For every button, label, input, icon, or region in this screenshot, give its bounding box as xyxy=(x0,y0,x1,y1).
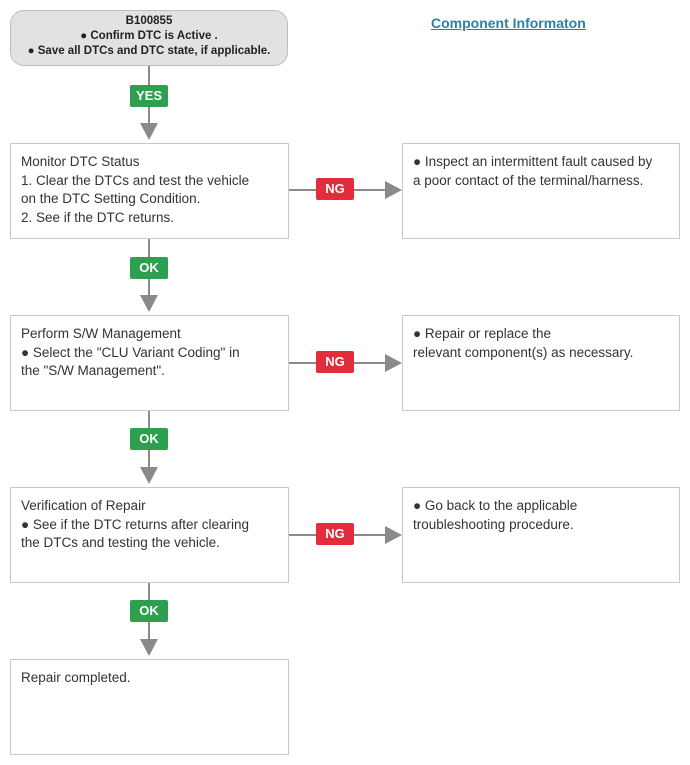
ng-action-text: ● Repair or replace the xyxy=(413,326,551,341)
step-text: Verification of Repair xyxy=(21,498,146,513)
step-text: on the DTC Setting Condition. xyxy=(21,191,201,206)
ng-action-go-back xyxy=(402,487,680,583)
start-line-confirm: ● Confirm DTC is Active . xyxy=(80,30,218,42)
arrow-down xyxy=(140,295,158,312)
ok-badge: OK xyxy=(130,600,168,622)
arrow-right xyxy=(385,526,402,544)
dtc-code: B100855 xyxy=(125,15,173,27)
ng-action-text: relevant component(s) as necessary. xyxy=(413,344,634,360)
step-monitor-dtc-status xyxy=(10,143,289,239)
arrow-down xyxy=(140,123,158,140)
step-text: Perform S/W Management xyxy=(21,326,181,341)
step-text: Repair completed. xyxy=(21,670,131,685)
step-text: the DTCs and testing the vehicle. xyxy=(21,535,220,550)
step-text: the "S/W Management". xyxy=(21,363,165,378)
step-text: Monitor DTC Status xyxy=(21,154,140,169)
step-repair-completed xyxy=(10,659,289,755)
ng-action-inspect-intermittent xyxy=(402,143,680,239)
ng-action-text: ● Inspect an intermittent fault caused by xyxy=(413,154,653,169)
ng-action-repair-replace xyxy=(402,315,680,411)
start-box xyxy=(10,10,288,66)
step-perform-sw-management xyxy=(10,315,289,411)
yes-badge: YES xyxy=(130,85,168,107)
arrow-right xyxy=(385,354,402,372)
ng-action-text: ● Go back to the applicable xyxy=(413,498,578,513)
step-text: ● See if the DTC returns after clearing xyxy=(21,516,249,532)
ng-badge: NG xyxy=(316,178,354,200)
component-information-link[interactable]: Component Informaton xyxy=(431,15,586,31)
step-text: ● Select the "CLU Variant Coding" in xyxy=(21,344,240,360)
ng-badge: NG xyxy=(316,523,354,545)
arrow-right xyxy=(385,181,402,199)
ng-badge: NG xyxy=(316,351,354,373)
step-verification-of-repair xyxy=(10,487,289,583)
ng-action-text: a poor contact of the terminal/harness. xyxy=(413,172,644,188)
ng-action-text: troubleshooting procedure. xyxy=(413,516,574,532)
ok-badge: OK xyxy=(130,257,168,279)
arrow-down xyxy=(140,639,158,656)
start-line-save: ● Save all DTCs and DTC state, if applicable. xyxy=(27,45,271,57)
step-text: 2. See if the DTC returns. xyxy=(21,209,175,225)
arrow-down xyxy=(140,467,158,484)
step-text: 1. Clear the DTCs and test the vehicle xyxy=(21,172,250,188)
ok-badge: OK xyxy=(130,428,168,450)
